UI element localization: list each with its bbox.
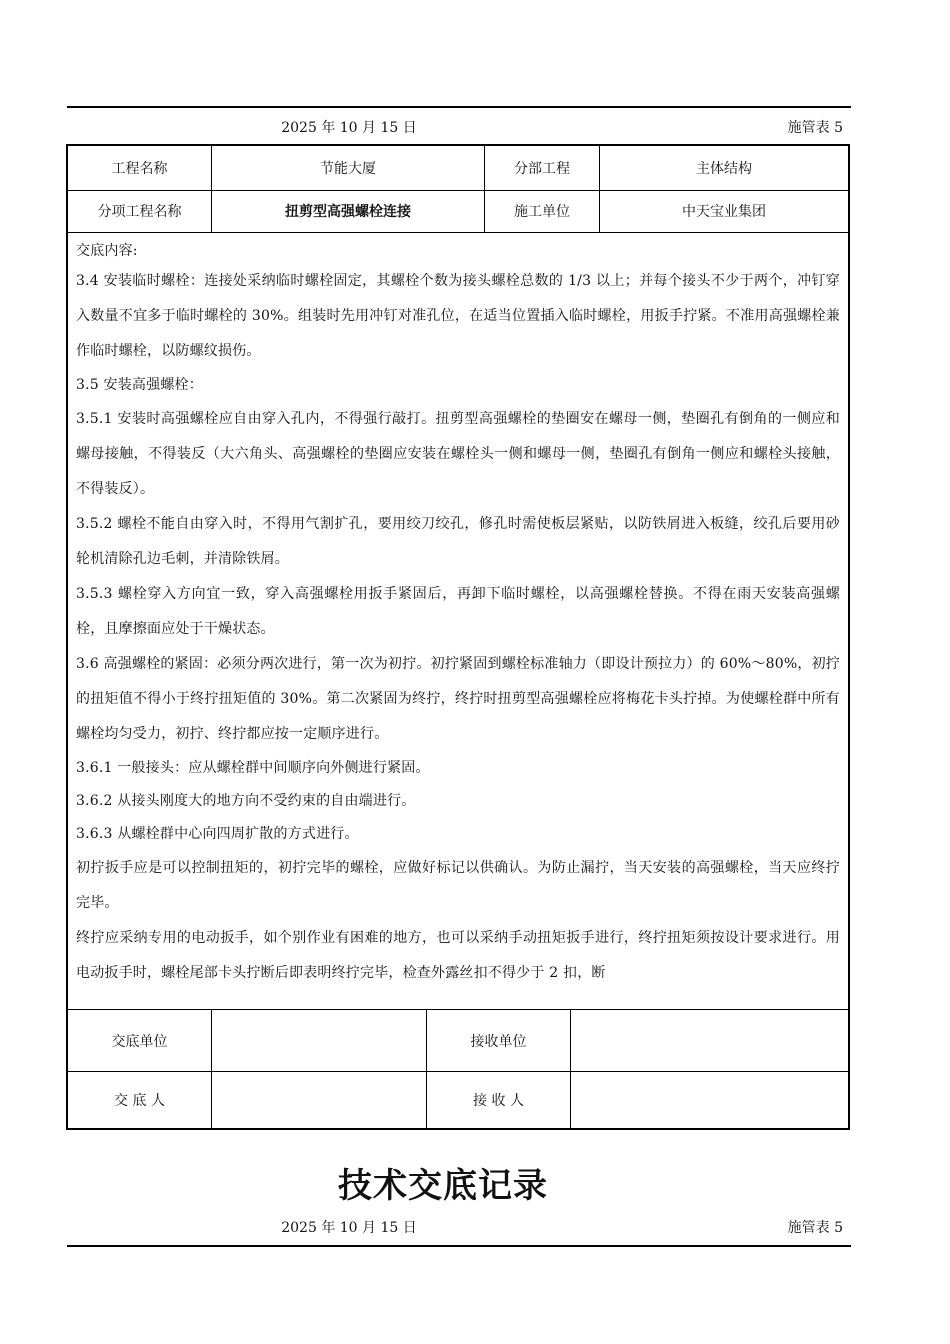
subitem-name-value: 扭剪型高强螺栓连接: [212, 190, 485, 232]
next-page-meta: [67, 1215, 851, 1237]
content-paragraph: 3.6.3 从螺栓群中心向四周扩散的方式进行。: [76, 826, 359, 842]
bottom-rule: [67, 1245, 851, 1247]
page-title: 技术交底记录: [338, 1166, 548, 1206]
content-paragraph: 3.5 安装高强螺栓：: [76, 377, 203, 393]
content-paragraph: 初拧扳手应是可以控制扭矩的，初拧完毕的螺栓，应做好标记以供确认。为防止漏拧，当天安装的高强螺栓，当天应终拧完毕。: [76, 860, 840, 911]
contractor-value: 中天宝业集团: [682, 204, 766, 220]
content-paragraph: 3.6.1 一般接头：应从螺栓群中间顺序向外侧进行紧固。: [76, 760, 430, 776]
next-page-form-number: 施管表 5: [787, 1220, 843, 1236]
division-label: 分部工程: [485, 146, 600, 190]
division-value: 主体结构: [696, 161, 752, 177]
subitem-name-label: 分项工程名称: [68, 190, 212, 232]
project-name-label: 工程名称: [68, 146, 212, 190]
contractor-label: 施工单位: [485, 190, 600, 232]
receiver-value: [571, 1071, 848, 1128]
receiving-unit-value: [571, 1010, 848, 1071]
issuer-value: [212, 1071, 427, 1128]
issuing-unit-label: 交底单位: [68, 1010, 212, 1071]
signature-row-units: [68, 1010, 848, 1072]
header-date: 2025 年 10 月 15 日: [281, 120, 417, 136]
content-paragraph: 3.5.3 螺栓穿入方向宜一致，穿入高强螺栓用扳手紧固后，再卸下临时螺栓，以高强螺栓替换。不得在雨天安装高强螺栓，且摩擦面应处于干燥状态。: [76, 586, 840, 637]
content-label: 交底内容:: [76, 243, 138, 259]
issuer-label: 交 底 人: [68, 1071, 212, 1128]
top-rule: [67, 106, 851, 108]
disclosure-content: [68, 232, 848, 1010]
next-page-date: 2025 年 10 月 15 日: [281, 1220, 417, 1236]
content-paragraph: 3.6 高强螺栓的紧固：必须分两次进行，第一次为初拧。初拧紧固到螺栓标准轴力（即设计预拉力）的 60%～80%，初拧的扭矩值不得小于终拧扭矩值的 30%。第二次紧固为终拧，终拧时扭剪型高强螺栓应将梅花卡头拧掉。为使螺栓群中所有螺栓均匀受力，初拧、终拧都应按一定顺序进行。: [76, 656, 840, 742]
issuing-unit-value: [212, 1010, 427, 1071]
table-row-subitem: [68, 190, 848, 233]
disclosure-table: [66, 144, 850, 1130]
receiving-unit-label: 接收单位: [427, 1010, 571, 1071]
content-paragraph: 3.5.2 螺栓不能自由穿入时，不得用气割扩孔，要用绞刀绞孔，修孔时需使板层紧贴，以防铁屑进入板缝，绞孔后要用砂轮机清除孔边毛刺，并清除铁屑。: [76, 516, 840, 567]
project-name-value: 节能大厦: [212, 146, 485, 190]
content-paragraph: 3.6.2 从接头刚度大的地方向不受约束的自由端进行。: [76, 793, 416, 809]
table-row-project: [68, 146, 848, 191]
signature-row-persons: [68, 1071, 848, 1128]
content-paragraph: 终拧应采纳专用的电动扳手，如个别作业有困难的地方，也可以采纳手动扭矩扳手进行，终拧扭矩须按设计要求进行。用电动扳手时，螺栓尾部卡头拧断后即表明终拧完毕，检查外露丝扣不得少于 2 扣，断: [76, 930, 840, 981]
header-form-number: 施管表 5: [787, 120, 843, 136]
content-paragraph: 3.5.1 安装时高强螺栓应自由穿入孔内，不得强行敲打。扭剪型高强螺栓的垫圈安在螺母一侧，垫圈孔有倒角的一侧应和螺母接触，不得装反（大六角头、高强螺栓的垫圈应安装在螺栓头一侧和螺母一侧，垫圈孔有倒角一侧应和螺栓头接触，不得装反）。: [76, 411, 840, 497]
content-paragraph: 3.4 安装临时螺栓：连接处采纳临时螺栓固定，其螺栓个数为接头螺栓总数的 1/3 以上；并每个接头不少于两个，冲钉穿入数量不宜多于临时螺栓的 30%。组装时先用冲钉对准孔位，在适当位置插入临时螺栓，用扳手拧紧。不准用高强螺栓兼作临时螺栓，以防螺纹损伤。: [76, 273, 840, 359]
header-meta: [67, 115, 851, 137]
receiver-label: 接 收 人: [427, 1071, 571, 1128]
